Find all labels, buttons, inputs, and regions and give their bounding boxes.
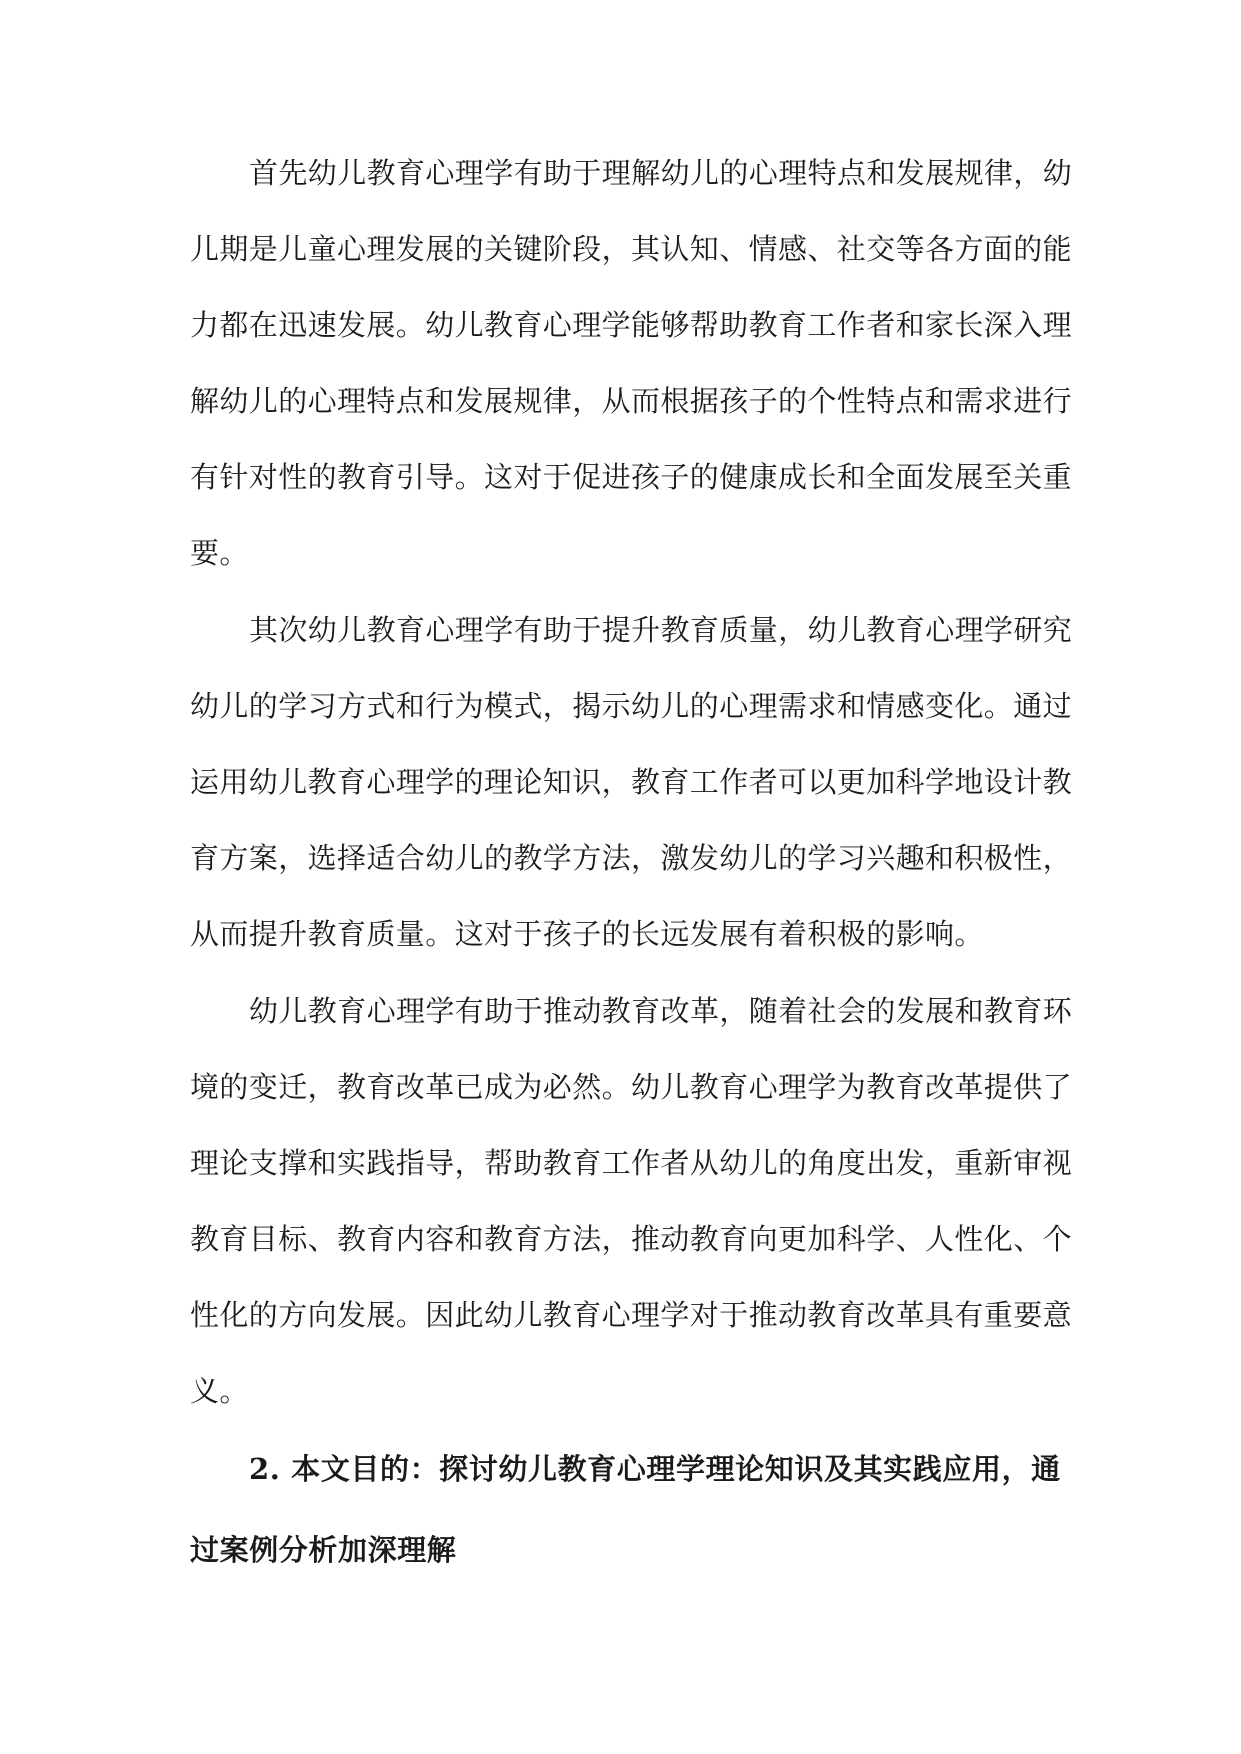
paragraph-line: 有针对性的教育引导。这对于促进孩子的健康成长和全面发展至关重 — [190, 460, 1073, 494]
section-heading — [190, 1429, 1060, 1591]
paragraph-line: 解幼儿的心理特点和发展规律，从而根据孩子的个性特点和需求进行 — [190, 384, 1073, 418]
paragraph-line: 从而提升教育质量。这对于孩子的长远发展有着积极的影响。 — [190, 917, 984, 951]
paragraph-education-reform — [190, 973, 1073, 1429]
paragraph-line: 力都在迅速发展。幼儿教育心理学能够帮助教育工作者和家长深入理 — [190, 308, 1073, 342]
section-heading-line: 过案例分析加深理解 — [190, 1533, 457, 1567]
paragraph-line: 其次幼儿教育心理学有助于提升教育质量，幼儿教育心理学研究 — [249, 613, 1073, 647]
paragraph-line: 运用幼儿教育心理学的理论知识，教育工作者可以更加科学地设计教 — [190, 765, 1073, 799]
paragraph-line: 幼儿的学习方式和行为模式，揭示幼儿的心理需求和情感变化。通过 — [190, 689, 1073, 723]
paragraph-line: 义。 — [190, 1374, 249, 1408]
paragraph-line: 性化的方向发展。因此幼儿教育心理学对于推动教育改革具有重要意 — [190, 1298, 1073, 1332]
paragraph-line: 儿期是儿童心理发展的关键阶段，其认知、情感、社交等各方面的能 — [190, 232, 1073, 266]
paragraph-line: 理论支撑和实践指导，帮助教育工作者从幼儿的角度出发，重新审视 — [190, 1146, 1073, 1180]
section-heading-line: 2. 本文目的：探讨幼儿教育心理学理论知识及其实践应用，通 — [249, 1452, 1061, 1486]
paragraph-line: 教育目标、教育内容和教育方法，推动教育向更加科学、人性化、个 — [190, 1222, 1073, 1256]
paragraph-line: 育方案，选择适合幼儿的教学方法，激发幼儿的学习兴趣和积极性， — [190, 841, 1073, 875]
paragraph-understanding-psychology — [190, 135, 1073, 591]
paragraph-education-quality — [190, 592, 1073, 972]
paragraph-line: 首先幼儿教育心理学有助于理解幼儿的心理特点和发展规律，幼 — [249, 156, 1073, 190]
paragraph-line: 境的变迁，教育改革已成为必然。幼儿教育心理学为教育改革提供了 — [190, 1070, 1073, 1104]
paragraph-line: 要。 — [190, 536, 249, 570]
paragraph-line: 幼儿教育心理学有助于推动教育改革，随着社会的发展和教育环 — [249, 994, 1073, 1028]
